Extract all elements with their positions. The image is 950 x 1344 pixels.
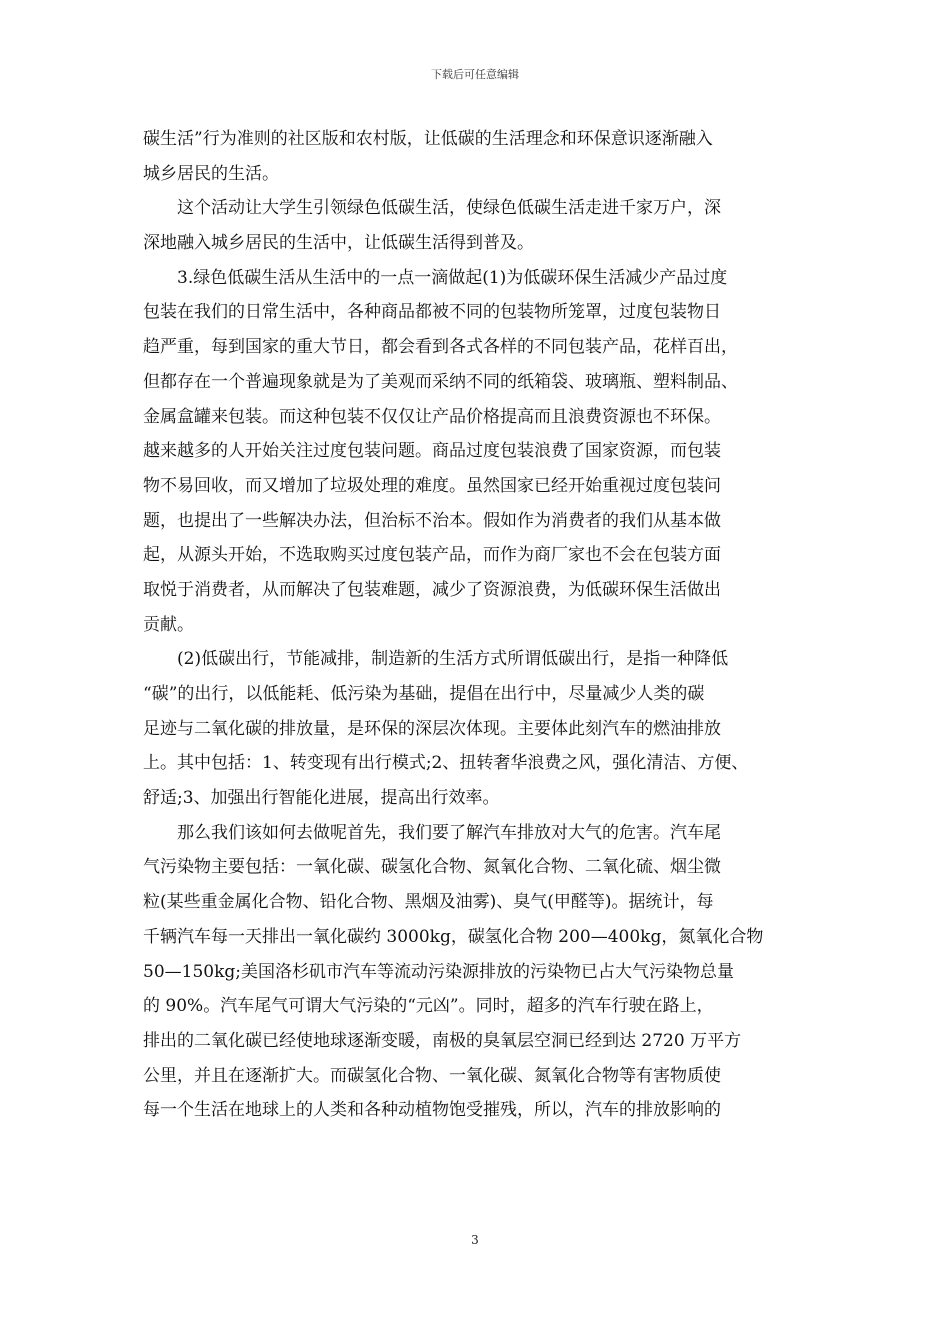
page-header: 下载后可任意编辑 (431, 68, 519, 81)
text-line: 起，从源头开始，不选取购买过度包装产品，而作为商厂家也不会在包装方面 (143, 545, 721, 566)
text-line: 50—150kg;美国洛杉矶市汽车等流动污染源排放的污染物已占大气污染物总量 (143, 961, 734, 982)
text-line: 物不易回收，而又增加了垃圾处理的难度。虽然国家已经开始重视过度包装问 (143, 475, 721, 496)
text-line: 趋严重，每到国家的重大节日，都会看到各式各样的不同包装产品，花样百出， (143, 337, 738, 358)
paragraph (143, 642, 823, 815)
text-line: “碳”的出行，以低能耗、低污染为基础，提倡在出行中，尽量减少人类的碳 (143, 684, 705, 704)
text-line: 的 90%。汽车尾气可谓大气污染的“元凶”。同时，超多的汽车行驶在路上， (143, 996, 714, 1017)
page-number: 3 (471, 1233, 479, 1247)
text-line: 粒(某些重金属化合物、铅化合物、黑烟及油雾)、臭气(甲醛等)。据统计，每 (143, 892, 714, 913)
text-line: 舒适;3、加强出行智能化进展，提高出行效率。 (143, 788, 500, 809)
text-line: 每一个生活在地球上的人类和各种动植物饱受摧残，所以，汽车的排放影响的 (143, 1100, 721, 1121)
text-line: 那么我们该如何去做呢首先，我们要了解汽车排放对大气的危害。汽车尾 (177, 822, 721, 843)
text-line: 但都存在一个普遍现象就是为了美观而采纳不同的纸箱袋、玻璃瓶、塑料制品、 (143, 371, 738, 392)
text-line: 上。其中包括：1、转变现有出行模式;2、扭转奢华浪费之风，强化清洁、方便、 (143, 753, 749, 774)
text-line: 越来越多的人开始关注过度包装问题。商品过度包装浪费了国家资源，而包装 (143, 441, 721, 462)
paragraph (143, 816, 823, 1128)
text-line: 气污染物主要包括：一氧化碳、碳氢化合物、氮氧化合物、二氧化硫、烟尘微 (143, 857, 721, 878)
text-line: 深地融入城乡居民的生活中，让低碳生活得到普及。 (143, 233, 534, 254)
document-body (143, 122, 823, 1128)
text-line: 公里，并且在逐渐扩大。而碳氢化合物、一氧化碳、氮氧化合物等有害物质使 (143, 1065, 721, 1086)
text-line: 这个活动让大学生引领绿色低碳生活，使绿色低碳生活走进千家万户，深 (177, 198, 721, 219)
text-line: 千辆汽车每一天排出一氧化碳约 3000kg，碳氢化合物 200—400kg，氮氧化合物 (143, 926, 764, 947)
text-line: 题，也提出了一些解决办法，但治标不治本。假如作为消费者的我们从基本做 (143, 510, 721, 531)
text-line: 贡献。 (143, 614, 194, 635)
paragraph (143, 122, 823, 191)
text-line: (2)低碳出行，节能减排，制造新的生活方式所谓低碳出行，是指一种降低 (177, 649, 729, 670)
paragraph (143, 191, 823, 260)
text-line: 碳生活”行为准则的社区版和农村版，让低碳的生活理念和环保意识逐渐融入 (143, 129, 713, 149)
text-line: 城乡居民的生活。 (143, 163, 279, 184)
text-line: 包装在我们的日常生活中，各种商品都被不同的包装物所笼罩，过度包装物日 (143, 302, 721, 323)
text-line: 3.绿色低碳生活从生活中的一点一滴做起(1)为低碳环保生活减少产品过度 (177, 267, 728, 288)
text-line: 取悦于消费者，从而解决了包装难题，减少了资源浪费，为低碳环保生活做出 (143, 579, 721, 600)
paragraph (143, 261, 823, 643)
text-line: 金属盒罐来包装。而这种包装不仅仅让产品价格提高而且浪费资源也不环保。 (143, 406, 721, 427)
text-line: 足迹与二氧化碳的排放量，是环保的深层次体现。主要体此刻汽车的燃油排放 (143, 718, 721, 739)
text-line: 排出的二氧化碳已经使地球逐渐变暖，南极的臭氧层空洞已经到达 2720 万平方 (143, 1030, 742, 1051)
